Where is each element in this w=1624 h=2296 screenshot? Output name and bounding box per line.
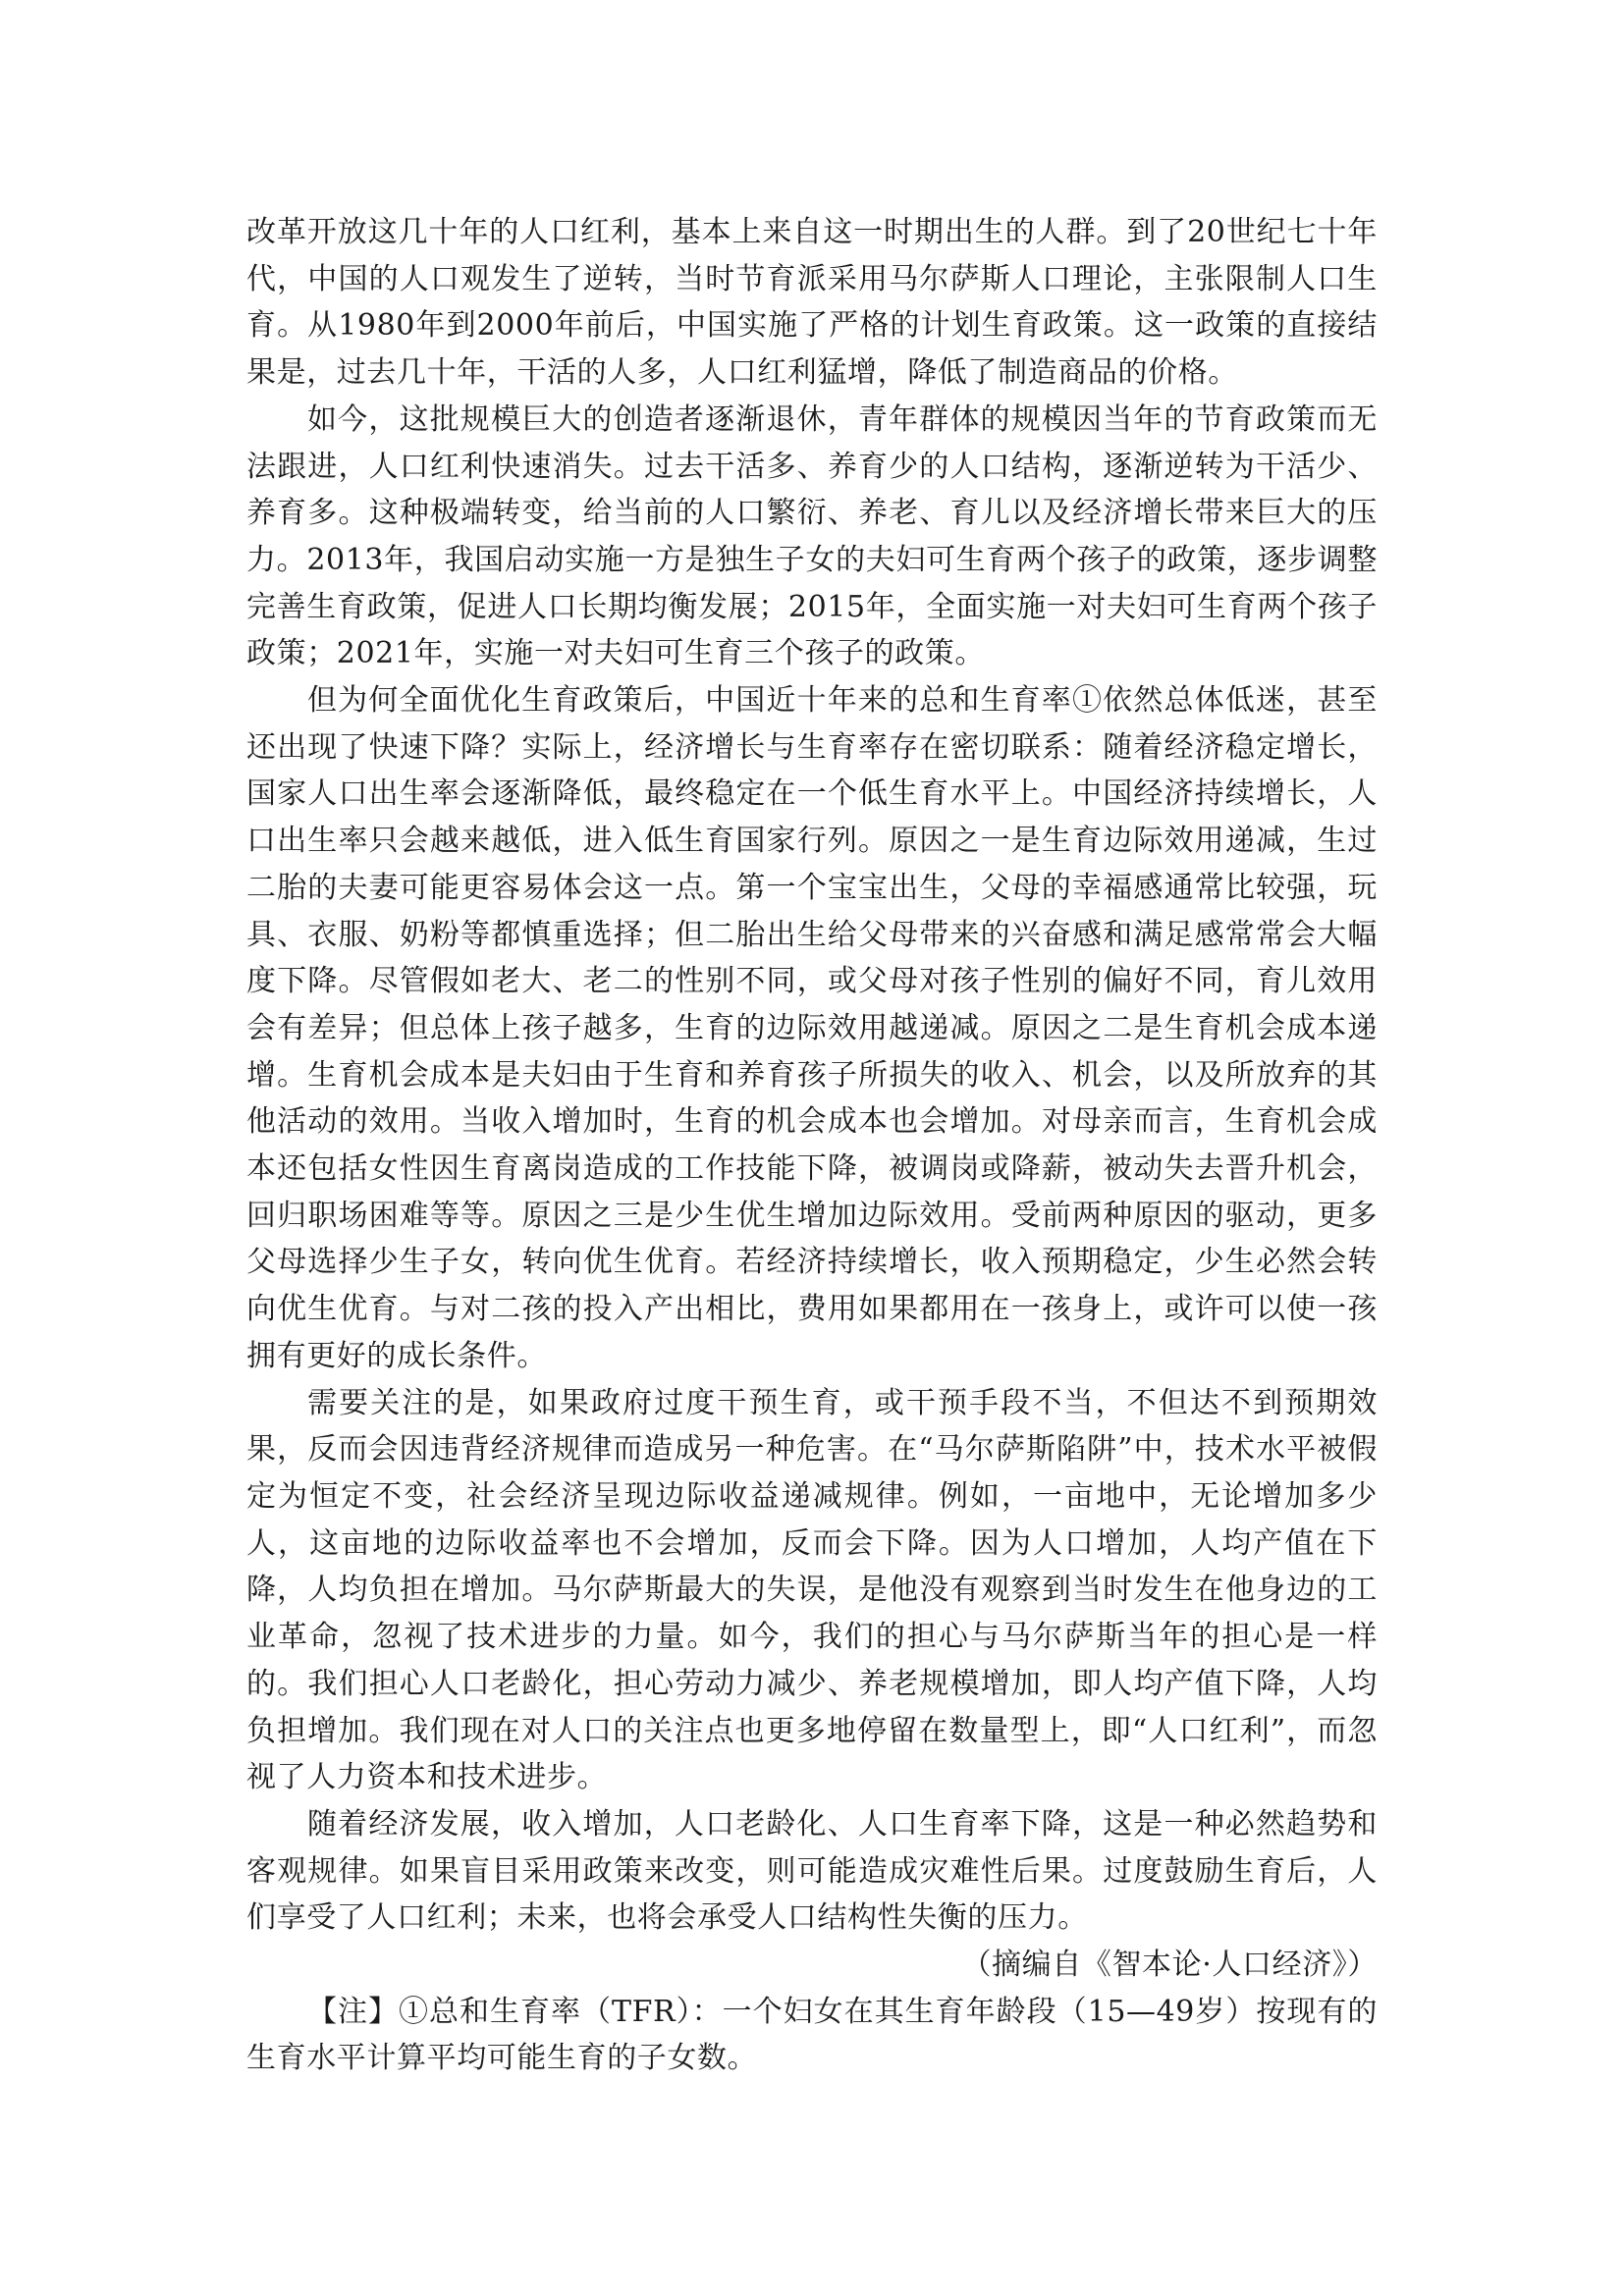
paragraph-3: 但为何全面优化生育政策后，中国近十年来的总和生育率①依然总体低迷，甚至还出现了快速下降？实际上，经济增长与生育率存在密切联系：随着经济稳定增长，国家人口出生率会逐渐降低，最终稳定在一个低生育水平上。中国经济持续增长，人口出生率只会越来越低，进入低生育国家行列。原因之一是生育边际效用递减，生过二胎的夫妻可能更容易体会这一点。第一个宝宝出生，父母的幸福感通常比较强，玩具、衣服、奶粉等都慎重选择；但二胎出生给父母带来的兴奋感和满足感常常会大幅度下降。尽管假如老大、老二的性别不同，或父母对孩子性别的偏好不同，育儿效用会有差异；但总体上孩子越多，生育的边际效用越递减。原因之二是生育机会成本递增。生育机会成本是夫妇由于生育和养育孩子所损失的收入、机会，以及所放弃的其他活动的效用。当收入增加时，生育的机会成本也会增加。对母亲而言，生育机会成本还包括女性因生育离岗造成的工作技能下降，被调岗或降薪，被动失去晋升机会，回归职场困难等等。原因之三是少生优生增加边际效用。受前两种原因的驱动，更多父母选择少生子女，转向优生优育。若经济持续增长，收入预期稳定，少生必然会转向优生优育。与对二孩的投入产出相比，费用如果都用在一孩身上，或许可以使一孩拥有更好的成长条件。 [246, 683, 1378, 1373]
paragraph-2: 如今，这批规模巨大的创造者逐渐退休，青年群体的规模因当年的节育政策而无法跟进，人口红利快速消失。过去干活多、养育少的人口结构，逐渐逆转为干活少、养育多。这种极端转变，给当前的人口繁衍、养老、育儿以及经济增长带来巨大的压力。2013年，我国启动实施一方是独生子女的夫妇可生育两个孩子的政策，逐步调整完善生育政策，促进人口长期均衡发展；2015年，全面实施一对夫妇可生育两个孩子政策；2021年，实施一对夫妇可生育三个孩子的政策。 [246, 401, 1378, 671]
article [246, 209, 1378, 2082]
source-citation: （摘编自《智本论·人口经济》） [961, 1948, 1378, 1983]
footnote: 【注】①总和生育率（TFR）：一个妇女在其生育年龄段（15—49岁）按现有的生育水平计算平均可能生育的子女数。 [246, 1994, 1378, 2076]
paragraph-5: 随着经济发展，收入增加，人口老龄化、人口生育率下降，这是一种必然趋势和客观规律。如果盲目采用政策来改变，则可能造成灾难性后果。过度鼓励生育后，人们享受了人口红利；未来，也将会承受人口结构性失衡的压力。 [246, 1806, 1378, 1936]
paragraph-4: 需要关注的是，如果政府过度干预生育，或干预手段不当，不但达不到预期效果，反而会因违背经济规律而造成另一种危害。在“马尔萨斯陷阱”中，技术水平被假定为恒定不变，社会经济呈现边际收益递减规律。例如，一亩地中，无论增加多少人，这亩地的边际收益率也不会增加，反而会下降。因为人口增加，人均产值在下降，人均负担在增加。马尔萨斯最大的失误，是他没有观察到当时发生在他身边的工业革命，忽视了技术进步的力量。如今，我们的担心与马尔萨斯当年的担心是一样的。我们担心人口老龄化，担心劳动力减少、养老规模增加，即人均产值下降，人均负担增加。我们现在对人口的关注点也更多地停留在数量型上，即“人口红利”，而忽视了人力资本和技术进步。 [246, 1385, 1378, 1795]
paragraph-1: 改革开放这几十年的人口红利，基本上来自这一时期出生的人群。到了20世纪七十年代，中国的人口观发生了逆转，当时节育派采用马尔萨斯人口理论，主张限制人口生育。从1980年到2000年前后，中国实施了严格的计划生育政策。这一政策的直接结果是，过去几十年，干活的人多，人口红利猛增，降低了制造商品的价格。 [246, 215, 1378, 391]
